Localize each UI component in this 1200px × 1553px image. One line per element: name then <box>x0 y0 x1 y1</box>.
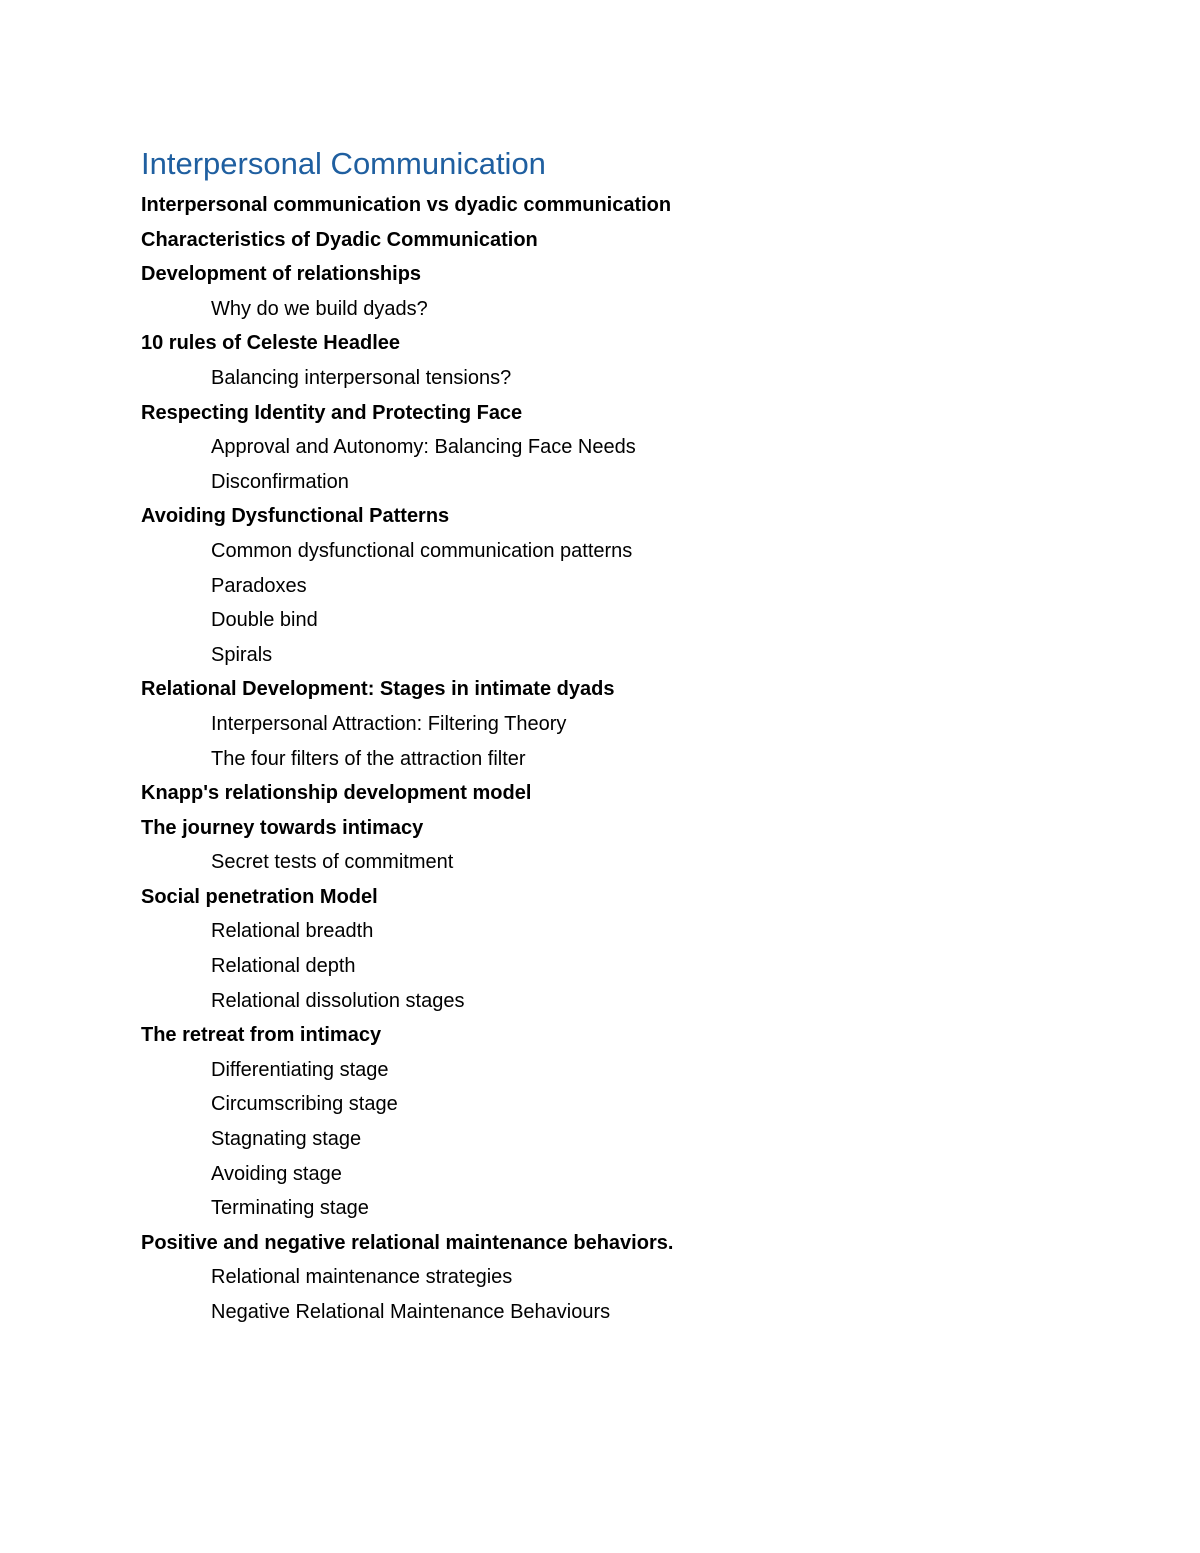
topic-outline <box>141 188 673 1330</box>
outline-subitem: Relational depth <box>211 955 356 978</box>
outline-subitem: Avoiding stage <box>211 1162 342 1185</box>
outline-heading: Knapp's relationship development model <box>141 782 532 805</box>
outline-subitem: Why do we build dyads? <box>211 297 428 320</box>
outline-heading: The journey towards intimacy <box>141 816 424 839</box>
outline-subitem: The four filters of the attraction filter <box>211 747 526 770</box>
outline-heading: Relational Development: Stages in intimate dyads <box>141 678 615 701</box>
outline-subitem: Approval and Autonomy: Balancing Face Needs <box>211 436 636 459</box>
outline-heading: Characteristics of Dyadic Communication <box>141 228 538 251</box>
outline-subitem: Common dysfunctional communication patterns <box>211 539 633 562</box>
outline-heading: Interpersonal communication vs dyadic communication <box>141 194 672 216</box>
outline-subitem: Stagnating stage <box>211 1128 362 1151</box>
outline-subitem: Circumscribing stage <box>211 1093 398 1116</box>
document-title: Interpersonal Communication <box>141 146 546 181</box>
outline-subitem: Paradoxes <box>211 574 307 597</box>
outline-subitem: Double bind <box>211 609 318 632</box>
outline-subitem: Relational dissolution stages <box>211 989 465 1012</box>
outline-subitem: Terminating stage <box>211 1197 369 1220</box>
outline-heading: Respecting Identity and Protecting Face <box>141 401 523 424</box>
outline-subitem: Relational breadth <box>211 920 374 943</box>
outline-heading: Development of relationships <box>141 263 422 286</box>
outline-heading: Social penetration Model <box>141 885 378 908</box>
outline-subitem: Balancing interpersonal tensions? <box>211 366 512 389</box>
outline-subitem: Interpersonal Attraction: Filtering Theory <box>211 712 567 735</box>
outline-subitem: Differentiating stage <box>211 1058 389 1081</box>
outline-subitem: Disconfirmation <box>211 470 349 493</box>
outline-subitem: Spirals <box>211 643 273 666</box>
outline-heading: 10 rules of Celeste Headlee <box>141 332 401 355</box>
outline-heading: Avoiding Dysfunctional Patterns <box>141 505 450 528</box>
outline-heading: Positive and negative relational maintenance behaviors. <box>141 1231 674 1254</box>
outline-subitem: Secret tests of commitment <box>211 851 454 874</box>
outline-subitem: Negative Relational Maintenance Behaviours <box>211 1301 611 1323</box>
outline-subitem: Relational maintenance strategies <box>211 1266 513 1289</box>
outline-heading: The retreat from intimacy <box>141 1024 382 1047</box>
